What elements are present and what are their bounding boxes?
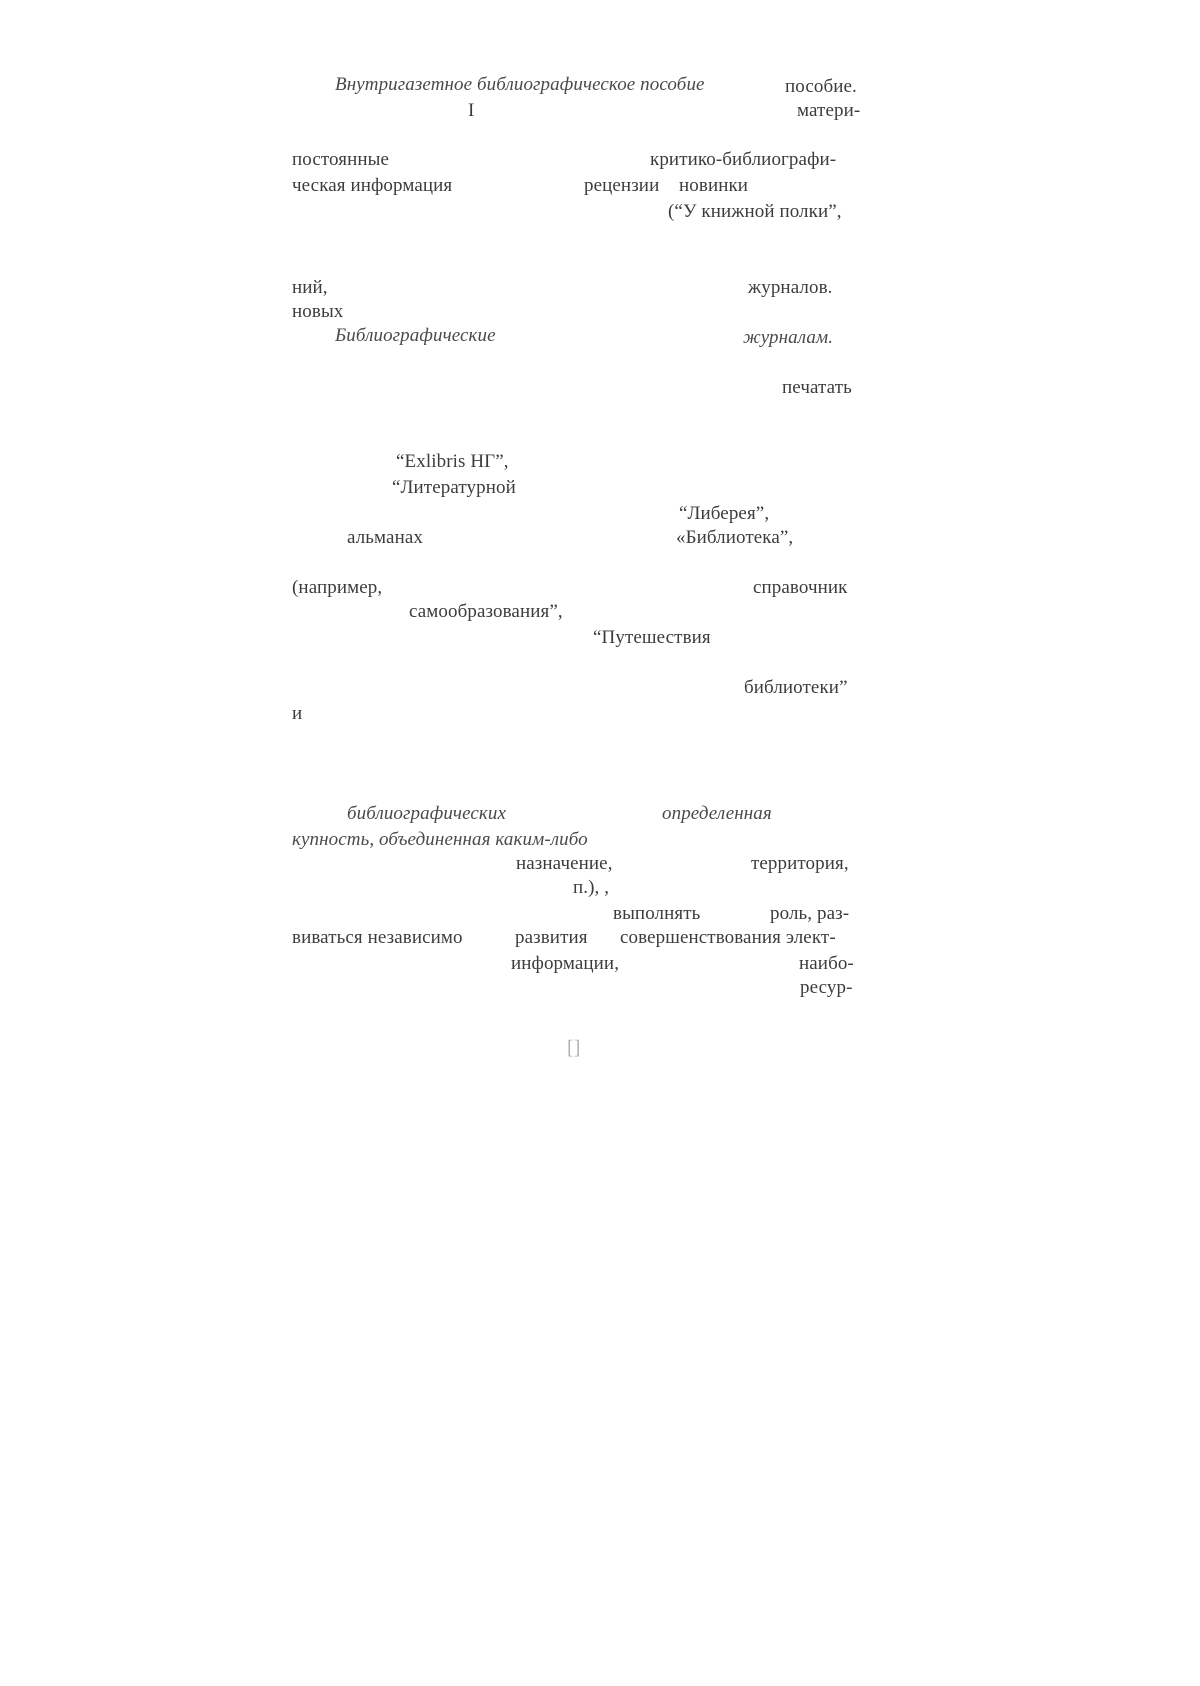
text-fragment: справочник [753,577,848,598]
text-fragment: ний, [292,277,328,298]
page-number: [] [567,1037,581,1059]
text-fragment: печатать [782,377,852,398]
text-fragment: новинки [679,175,749,196]
text-fragment: ресур- [800,977,853,998]
text-fragment: назначение, [516,853,613,874]
text-fragment: (“У книжной полки”, [668,201,842,222]
text-fragment: новых [292,301,344,322]
text-fragment: определенная [662,803,772,824]
text-fragment: “Либерея”, [679,503,770,524]
text-fragment: пособие. [785,76,857,97]
text-fragment: Внутригазетное библиографическое пособие [335,74,705,95]
text-fragment: библиотеки” [744,677,848,698]
text-fragment: выполнять [613,903,701,924]
text-fragment: рецензии [584,175,660,196]
text-fragment: журналов. [748,277,833,298]
text-fragment: информации, [511,953,620,974]
text-fragment: альманах [347,527,423,548]
text-fragment: территория, [751,853,849,874]
text-fragment: роль, раз- [770,903,850,924]
text-fragment: журналам. [743,327,834,348]
text-fragment: библиографических [347,803,507,824]
text-fragment: самообразования”, [409,601,563,622]
text-fragment: “Путешествия [593,627,711,648]
text-fragment: совершенствования элект- [620,927,836,948]
text-fragment: критико-библиографи- [650,149,837,170]
text-fragment: развития [515,927,588,948]
text-fragment: “Литературной [392,477,516,498]
text-fragment: виваться независимо [292,927,463,948]
text-fragment: «Библиотека”, [676,527,794,548]
text-fragment: матери- [797,100,861,121]
text-fragment: и [292,703,303,724]
text-fragment: ческая информация [292,175,453,196]
text-fragment: п.), , [573,877,610,898]
text-fragment: Библиографические [335,325,496,346]
text-fragment: наибо- [799,953,854,974]
text-fragment: постоянные [292,149,390,170]
text-fragment: купность, объединенная каким-либо [292,829,588,850]
text-fragment: “Exlibris НГ”, [396,451,509,472]
text-fragment: (например, [292,577,383,598]
text-fragment: I [468,100,475,121]
